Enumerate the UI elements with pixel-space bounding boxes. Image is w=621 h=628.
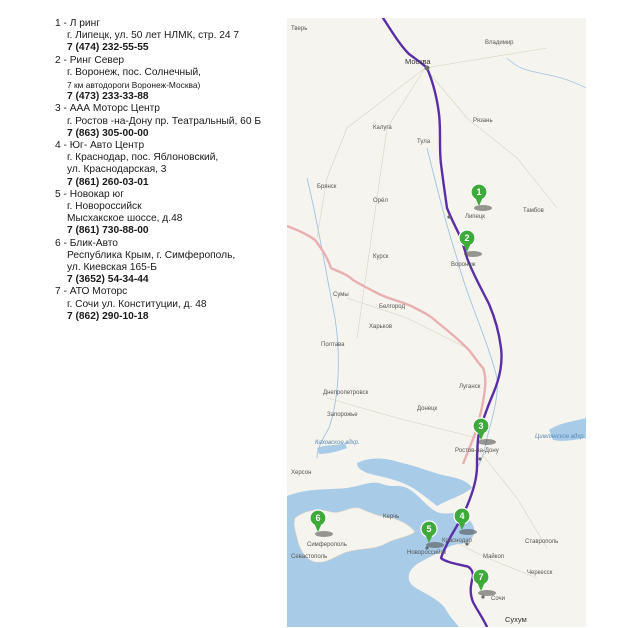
city-label-tambov: Тамбов: [523, 208, 544, 214]
dealer-list: [55, 18, 295, 323]
city-label-zaporozhye: Запорожье: [327, 412, 358, 418]
dealer-entry: [55, 103, 295, 140]
label-kakhovka: Каховское вдхр.: [315, 440, 360, 446]
dealer-phone[interactable]: 7 (861) 730-88-00: [67, 225, 149, 237]
dealer-address-line: г. Воронеж, пос. Солнечный,: [67, 66, 201, 78]
city-label-kaluga: Калуга: [373, 125, 392, 131]
marker-6-label: 6: [315, 513, 321, 523]
dealer-address-line: г. Сочи ул. Конституции, д. 48: [67, 298, 207, 310]
dealer-name: 6 - Блик-Авто: [55, 237, 118, 249]
dealer-phone[interactable]: 7 (863) 305-00-00: [67, 127, 149, 139]
dealer-address-line: г. Липецк, ул. 50 лет НЛМК, стр. 24 7: [67, 30, 240, 42]
city-label-dnepropetrovsk: Днепропетровск: [323, 390, 369, 396]
dealer-address-line: ул. Киевская 165-Б: [67, 262, 157, 274]
city-label-donetsk: Донецк: [417, 406, 438, 412]
dealer-entry: [55, 238, 295, 287]
city-label-novorossiysk: Новороссийск: [407, 550, 447, 556]
dealer-name: 1 - Л ринг: [55, 18, 100, 29]
dealer-address-line: Мысхакское шоссе, д.48: [67, 213, 183, 225]
city-label-krasnodar: Краснодар: [442, 538, 472, 544]
dealer-address-note: 7 км автодороги Воронеж-Москва): [67, 80, 201, 91]
city-label-lipetsk: Липецк: [465, 214, 485, 220]
city-label-rostov: Ростов-на-Дону: [455, 448, 499, 454]
city-label-stavropol: Ставрополь: [525, 539, 559, 545]
dealer-name: 4 - Юг- Авто Центр: [55, 140, 145, 152]
city-label-poltava: Полтава: [321, 342, 345, 348]
dealer-name: 7 - АТО Моторс: [55, 286, 128, 298]
city-label-sochi: Сочи: [491, 596, 506, 602]
marker-4-label: 4: [459, 511, 465, 521]
marker-3-label: 3: [478, 421, 484, 431]
dealer-entry: [55, 18, 295, 55]
dealer-entry: [55, 286, 295, 323]
city-label-ryazan: Рязань: [473, 118, 493, 124]
city-label-sukhum: Сухум: [505, 615, 527, 624]
city-label-kharkov: Харьков: [369, 324, 393, 330]
dealer-name: 5 - Новокар юг: [55, 188, 124, 200]
label-tsimlyansk: Цимлянское вдхр.: [535, 434, 586, 440]
city-label-kerch: Керчь: [383, 514, 400, 520]
city-label-belgorod: Белгород: [379, 304, 406, 310]
city-label-moskva: Москва: [405, 57, 431, 66]
route-map[interactable]: [287, 18, 586, 627]
dealer-phone[interactable]: 7 (474) 232-55-55: [67, 42, 149, 54]
dealer-phone[interactable]: 7 (861) 260-03-01: [67, 176, 149, 188]
city-label-kursk: Курск: [373, 254, 389, 260]
city-label-tula: Тула: [417, 139, 431, 145]
city-label-vladimir: Владимир: [485, 40, 514, 46]
city-label-cherkessk: Черкесск: [527, 570, 553, 576]
dealer-phone[interactable]: 7 (862) 290-10-18: [67, 310, 149, 322]
dealer-name: 3 - ААА Моторс Центр: [55, 103, 160, 115]
city-label-maykop: Майкоп: [483, 554, 505, 560]
dealer-address-line: г. Новороссийск: [67, 201, 142, 213]
city-label-simferopol: Симферополь: [307, 542, 347, 548]
dealer-phone[interactable]: 7 (473) 233-33-88: [67, 91, 149, 103]
dealer-name: 2 - Ринг Север: [55, 54, 125, 66]
city-label-orel: Орёл: [373, 198, 388, 204]
city-label-bryansk: Брянск: [317, 184, 337, 190]
city-label-sevastopol: Севастополь: [291, 554, 328, 560]
map-svg: [287, 18, 586, 627]
city-label-tver: Тверь: [291, 26, 308, 32]
city-label-lugansk: Луганск: [459, 384, 481, 390]
marker-7-label: 7: [478, 572, 484, 582]
dealer-phone[interactable]: 7 (3652) 54-34-44: [67, 274, 149, 286]
dealer-address-line: г. Краснодар, пос. Яблоновский,: [67, 152, 219, 164]
dealer-address-line: Республика Крым, г. Симферополь,: [67, 249, 236, 261]
dealer-entry: [55, 189, 295, 238]
dealer-address-line: г. Ростов -на-Дону пр. Театральный, 60 Б: [67, 115, 262, 127]
city-label-sumy: Сумы: [333, 292, 349, 298]
dealer-entry: [55, 55, 295, 104]
marker-1-label: 1: [476, 187, 482, 197]
marker-2-label: 2: [464, 233, 470, 243]
city-label-voronezh: Воронеж: [451, 262, 476, 268]
marker-5-label: 5: [426, 524, 432, 534]
dealer-address-line: ул. Краснодарская, 3: [67, 164, 167, 176]
dealer-entry: [55, 140, 295, 189]
city-label-kherson: Херсон: [291, 470, 312, 476]
